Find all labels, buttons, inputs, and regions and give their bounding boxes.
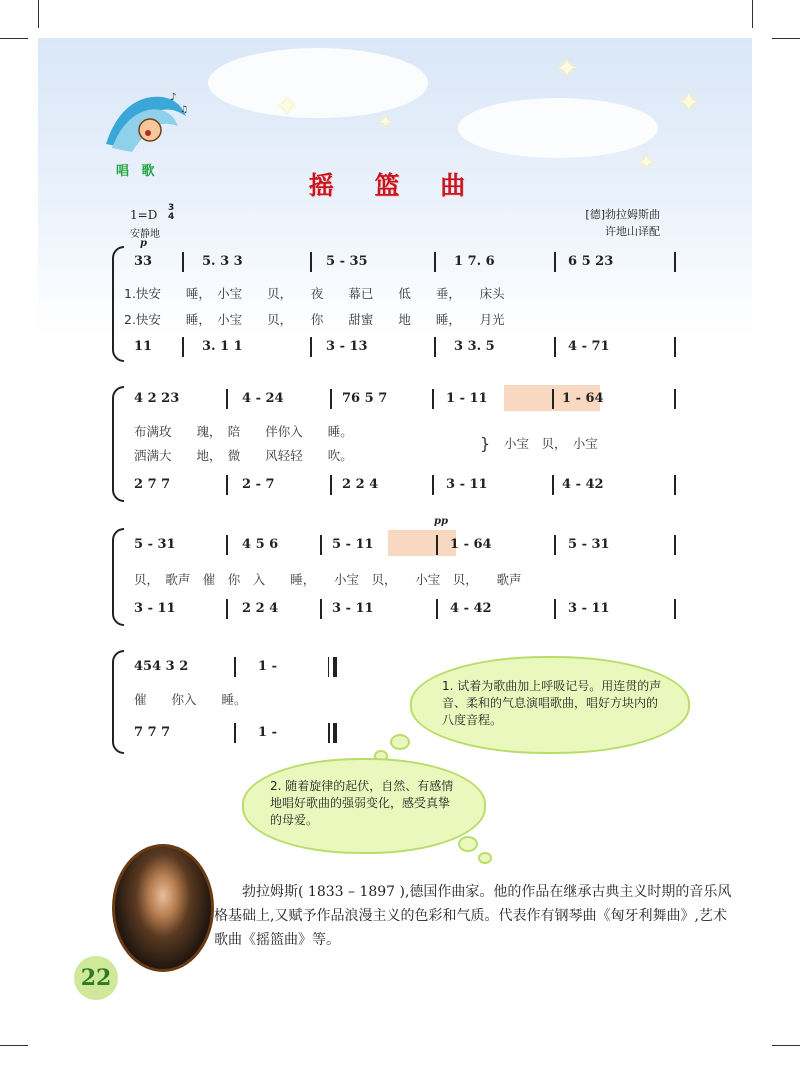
singing-logo-icon bbox=[98, 86, 193, 154]
melody-measure: 1 7. 6 bbox=[454, 254, 495, 269]
tempo-marking: 安静地 bbox=[130, 229, 160, 240]
final-barline bbox=[333, 657, 337, 677]
barline bbox=[674, 599, 676, 619]
star-icon: ✦ bbox=[276, 92, 298, 122]
thought-puff bbox=[390, 734, 410, 750]
star-icon: ✦ bbox=[638, 150, 655, 174]
harmony-measure: 2 - 7 bbox=[242, 477, 275, 492]
melody-measure: 4 2 23 bbox=[134, 391, 180, 406]
harmony-measure: 3 - 11 bbox=[568, 601, 610, 616]
harmony-measure: 3 - 11 bbox=[446, 477, 488, 492]
crop-mark bbox=[772, 1045, 800, 1046]
melody-measure: 1 - bbox=[258, 659, 277, 674]
harmony-measure: 4 - 42 bbox=[562, 477, 604, 492]
harmony-measure: 3 - 11 bbox=[332, 601, 374, 616]
thought-puff bbox=[458, 836, 478, 852]
octave-highlight bbox=[388, 530, 456, 556]
key-signature: 1=D bbox=[130, 208, 158, 222]
lyrics-verse-1: 贝， 歌声 催 你 入 睡， 小宝 贝， 小宝 贝， 歌声 bbox=[134, 572, 522, 587]
barline bbox=[330, 475, 332, 495]
tip-text-2: 2. 随着旋律的起伏，自然、有感情地唱好歌曲的强弱变化，感受真挚的母爱。 bbox=[270, 779, 454, 827]
barline bbox=[226, 599, 228, 619]
melody-measure: 33 bbox=[134, 254, 153, 269]
barline bbox=[674, 535, 676, 555]
barline bbox=[674, 252, 676, 272]
composer-credit: [德]勃拉姆斯曲 bbox=[585, 208, 660, 221]
melody-measure: 4 - 24 bbox=[242, 391, 284, 406]
barline bbox=[226, 535, 228, 555]
barline bbox=[554, 252, 556, 272]
score-system-4 bbox=[112, 646, 392, 754]
dynamic-mark: pp bbox=[434, 516, 448, 527]
barline bbox=[182, 337, 184, 357]
barline bbox=[552, 475, 554, 495]
barline bbox=[436, 535, 438, 555]
final-barline bbox=[333, 723, 337, 743]
score-system-2 bbox=[112, 382, 672, 506]
score-system-3 bbox=[112, 512, 672, 632]
star-icon: ✦ bbox=[378, 112, 394, 133]
harmony-measure: 3 - 13 bbox=[326, 339, 368, 354]
barline bbox=[436, 599, 438, 619]
melody-measure: 6 5 23 bbox=[568, 254, 614, 269]
barline bbox=[434, 337, 436, 357]
refrain-lyrics: 小宝 贝， 小宝 bbox=[504, 436, 598, 451]
textbook-page bbox=[38, 38, 752, 1090]
melody-measure: 4 5 6 bbox=[242, 537, 279, 552]
harmony-measure: 1 - bbox=[258, 725, 277, 740]
star-icon: ✦ bbox=[556, 54, 578, 84]
barline bbox=[674, 475, 676, 495]
biography-text: 勃拉姆斯( 1833 – 1897 ),德国作曲家。他的作品在继承古典主义时期的音乐风格基础上,又赋予作品浪漫主义的色彩和气质。代表作有钢琴曲《匈牙利舞曲》,艺术歌曲《摇篮曲》等。 bbox=[214, 884, 732, 948]
harmony-measure: 4 - 71 bbox=[568, 339, 610, 354]
harmony-measure: 2 7 7 bbox=[134, 477, 171, 492]
lyrics-verse-2: 洒满大 地， 微 风轻轻 吹。 bbox=[134, 448, 353, 463]
harmony-measure: 4 - 42 bbox=[450, 601, 492, 616]
verse-brace: } bbox=[480, 434, 491, 453]
melody-measure: 5 - 31 bbox=[568, 537, 610, 552]
melody-measure: 1 - 64 bbox=[450, 537, 492, 552]
svg-text:♫: ♫ bbox=[180, 105, 189, 115]
harmony-measure: 3 3. 5 bbox=[454, 339, 495, 354]
harmony-measure: 2 2 4 bbox=[242, 601, 279, 616]
song-title: 摇 篮 曲 bbox=[308, 171, 482, 200]
page-number: 22 bbox=[74, 956, 118, 1000]
dynamic-mark: p bbox=[140, 238, 147, 249]
barline bbox=[226, 475, 228, 495]
barline bbox=[552, 389, 554, 409]
time-signature: 3 4 bbox=[168, 203, 175, 222]
svg-text:♪: ♪ bbox=[170, 92, 177, 103]
lyrics-verse-1: 布满玫 瑰， 陪 伴你入 睡。 bbox=[134, 424, 353, 439]
melody-measure: 454 3 2 bbox=[134, 659, 189, 674]
crop-mark bbox=[752, 0, 753, 28]
tip-bubble-1 bbox=[410, 656, 690, 754]
barline bbox=[226, 389, 228, 409]
harmony-measure: 3 - 11 bbox=[134, 601, 176, 616]
harmony-measure: 2 2 4 bbox=[342, 477, 379, 492]
section-label: 唱 歌 bbox=[116, 164, 159, 179]
melody-measure: 5 - 35 bbox=[326, 254, 368, 269]
lyrics-verse-1: 1.快安 唾， 小宝 贝， 夜 幕已 低 垂， 床头 bbox=[124, 286, 505, 301]
final-barline bbox=[328, 657, 331, 677]
score-system-1 bbox=[112, 238, 672, 368]
barline bbox=[554, 337, 556, 357]
melody-measure: 76 5 7 bbox=[342, 391, 388, 406]
barline bbox=[432, 475, 434, 495]
barline bbox=[434, 252, 436, 272]
barline bbox=[674, 389, 676, 409]
lyrics-verse-2: 2.快安 睡， 小宝 贝， 你 甜蜜 地 睡， 月光 bbox=[124, 312, 505, 327]
barline bbox=[310, 337, 312, 357]
crop-mark bbox=[0, 1045, 28, 1046]
barline bbox=[234, 657, 236, 677]
barline bbox=[310, 252, 312, 272]
melody-measure: 1 - 11 bbox=[446, 391, 488, 406]
translator-credit: 许地山译配 bbox=[605, 225, 660, 238]
melody-measure: 5 - 31 bbox=[134, 537, 176, 552]
cloud bbox=[458, 98, 658, 158]
system-bracket bbox=[112, 528, 124, 626]
crop-mark bbox=[0, 38, 28, 39]
composer-biography bbox=[214, 880, 734, 952]
lyrics-verse-1: 催 你入 睡。 bbox=[134, 692, 247, 707]
barline bbox=[234, 723, 236, 743]
crop-mark bbox=[772, 38, 800, 39]
melody-measure: 5 - 11 bbox=[332, 537, 374, 552]
star-icon: ✦ bbox=[678, 88, 700, 118]
harmony-measure: 7 7 7 bbox=[134, 725, 171, 740]
system-bracket bbox=[112, 650, 124, 754]
barline bbox=[330, 389, 332, 409]
barline bbox=[320, 535, 322, 555]
system-bracket bbox=[112, 246, 124, 362]
final-barline bbox=[328, 723, 330, 743]
melody-measure: 1 - 64 bbox=[562, 391, 604, 406]
system-bracket bbox=[112, 386, 124, 502]
thought-puff bbox=[478, 852, 492, 864]
barline bbox=[182, 252, 184, 272]
barline bbox=[320, 599, 322, 619]
harmony-measure: 3. 1 1 bbox=[202, 339, 243, 354]
cloud bbox=[208, 48, 428, 122]
barline bbox=[432, 389, 434, 409]
barline bbox=[674, 337, 676, 357]
harmony-measure: 11 bbox=[134, 339, 153, 354]
composer-portrait bbox=[112, 844, 214, 972]
crop-mark bbox=[38, 0, 39, 28]
tip-text-1: 1. 试着为歌曲加上呼吸记号。用连贯的声音、柔和的气息演唱歌曲，唱好方块内的八度音程。 bbox=[442, 679, 662, 727]
barline bbox=[554, 535, 556, 555]
tip-bubble-2 bbox=[242, 758, 486, 854]
barline bbox=[554, 599, 556, 619]
melody-measure: 5. 3 3 bbox=[202, 254, 243, 269]
